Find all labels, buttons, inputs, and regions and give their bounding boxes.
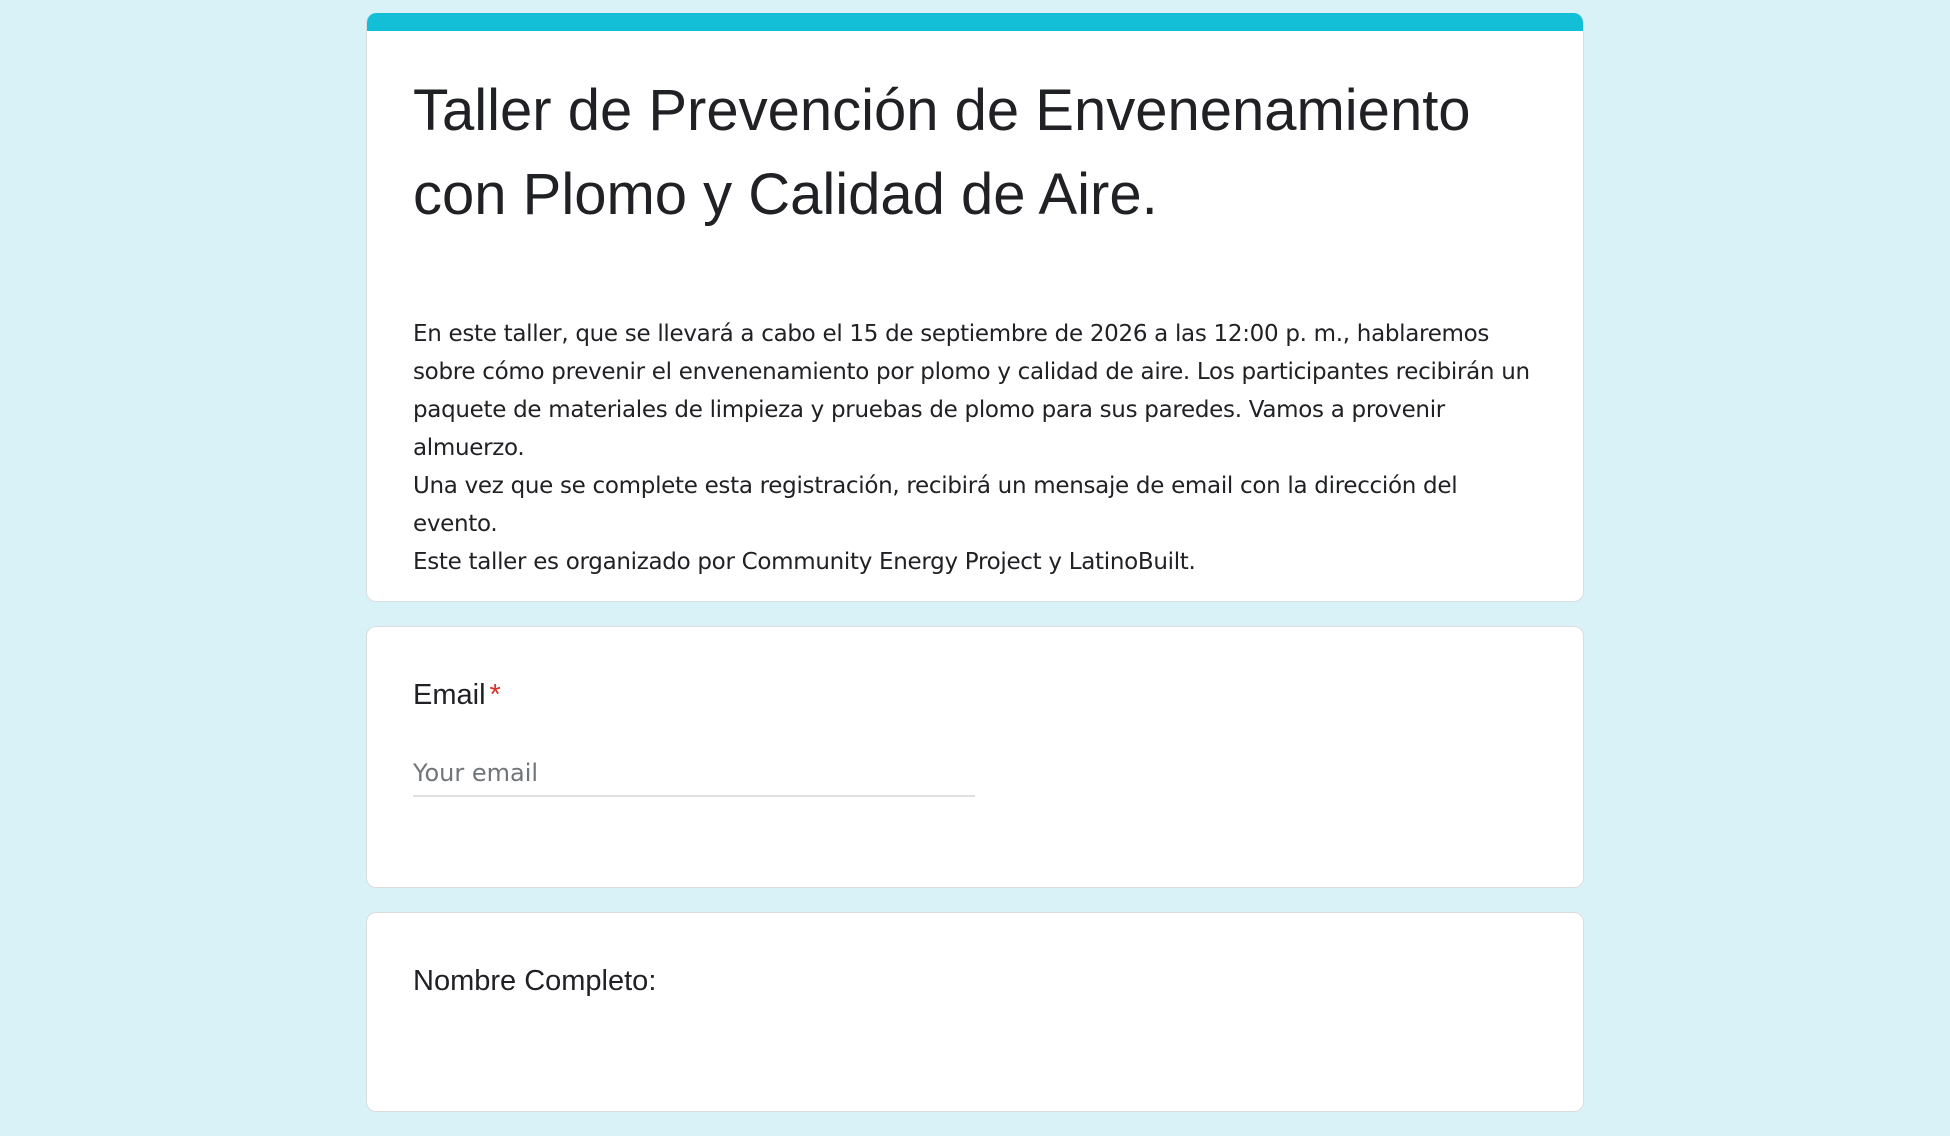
form-description-paragraph: En este taller, que se llevará a cabo el 15 de septiembre de 2026 a las 12:00 p. m., hablaremos sobre cómo prevenir el envenenamiento por plomo y calidad de aire. Los participantes recibirán un paquete de materiales de limpieza y pruebas de plomo para sus paredes. Vamos a provenir almuerzo. [413, 321, 1530, 461]
form-header-body [367, 31, 1583, 602]
full-name-question-card [366, 912, 1584, 1112]
email-question-card [366, 626, 1584, 888]
form-description-paragraph: Una vez que se complete esta registración, recibirá un mensaje de email con la dirección del evento. [413, 473, 1458, 537]
email-input[interactable] [413, 759, 975, 797]
email-question-label [413, 677, 1537, 713]
email-label-text: Email [413, 679, 486, 711]
form-header-card [366, 13, 1584, 602]
required-marker: * [489, 679, 501, 711]
full-name-question-label: Nombre Completo: [413, 965, 657, 997]
form-container [366, 13, 1584, 1136]
form-description-paragraph: Este taller es organizado por Community Energy Project y LatinoBuilt. [413, 549, 1196, 575]
form-description [413, 315, 1537, 581]
form-title: Taller de Prevención de Envenenamiento con Plomo y Calidad de Aire. [413, 78, 1471, 227]
form-accent-bar [367, 13, 1583, 31]
